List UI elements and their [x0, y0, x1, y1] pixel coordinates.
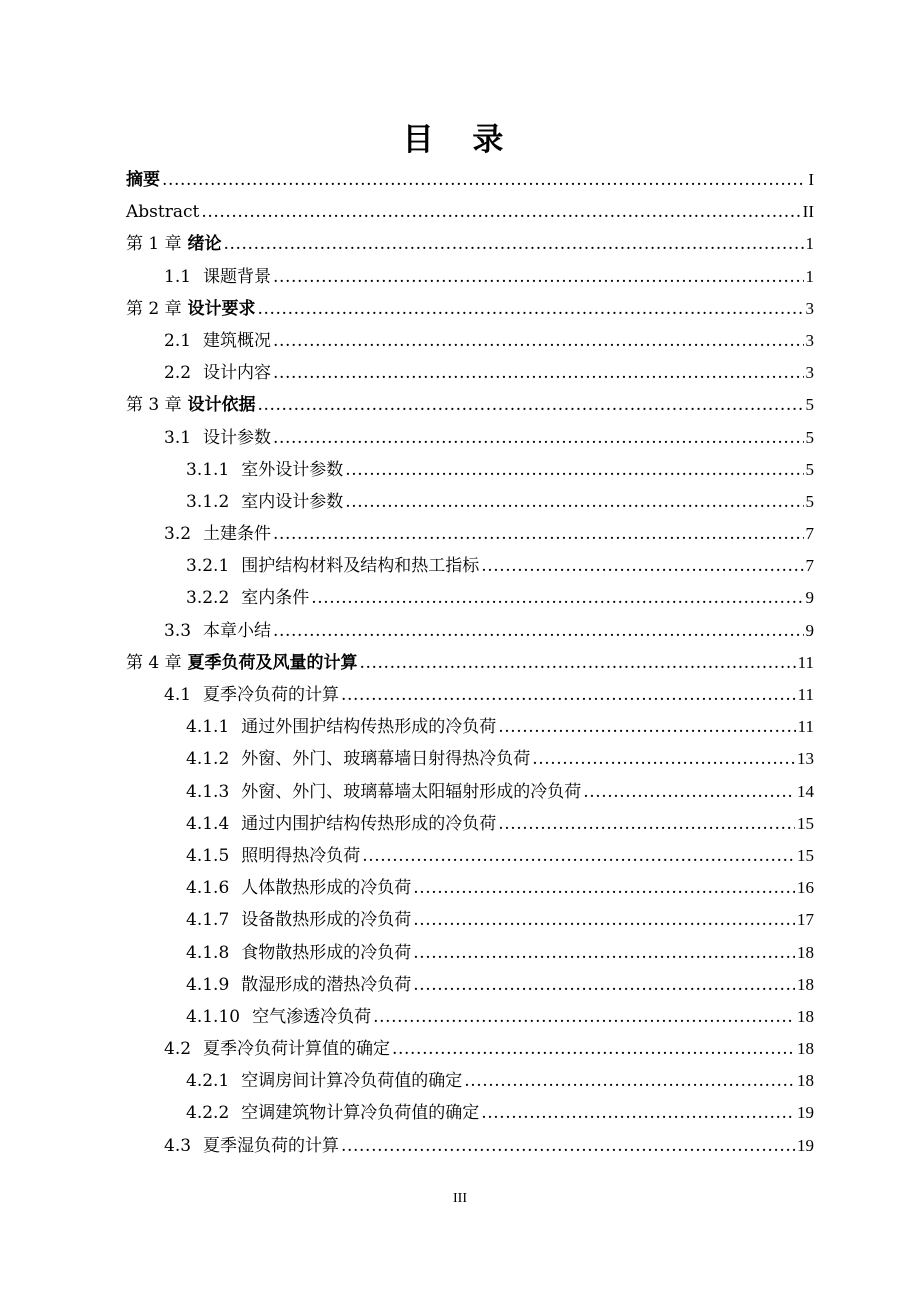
toc-entry[interactable] — [126, 711, 814, 743]
toc-entry-label — [186, 1001, 371, 1033]
toc-entry-number: 3.2 — [164, 524, 192, 545]
toc-entry-page: 3 — [805, 363, 814, 383]
toc-entry[interactable] — [126, 1097, 814, 1129]
toc-entry-page: 11 — [797, 685, 814, 704]
toc-entry-page: 5 — [805, 491, 814, 511]
toc-entry[interactable] — [126, 454, 814, 486]
dot-leader — [532, 743, 795, 775]
toc-entry-page: 19 — [797, 1135, 814, 1155]
toc-entry-label — [164, 325, 271, 357]
dot-leader — [273, 357, 803, 389]
toc-entry-label — [186, 840, 360, 872]
toc-entry-title: 人体散热形成的冷负荷 — [241, 878, 412, 899]
dot-leader — [345, 454, 803, 486]
toc-entry-label — [126, 293, 256, 325]
toc-entry-label — [186, 808, 496, 840]
toc-entry-title: 通过外围护结构传热形成的冷负荷 — [241, 717, 497, 738]
toc-entry[interactable] — [126, 872, 814, 904]
toc-entry-page: 5 — [805, 395, 814, 415]
toc-entry-title: 设计参数 — [203, 427, 272, 448]
toc-entry-label — [186, 743, 530, 775]
toc-entry[interactable] — [126, 743, 814, 775]
toc-entry-label — [186, 776, 581, 808]
dot-leader — [345, 486, 803, 518]
toc-entry-number: 第 1 章 — [126, 234, 182, 255]
toc-entry-label — [126, 164, 160, 196]
toc-entry-page: 15 — [797, 813, 814, 833]
toc-entry-title: 空调建筑物计算冷负荷值的确定 — [241, 1103, 480, 1124]
toc-entry-label — [186, 1065, 462, 1097]
toc-entry-title: 照明得热冷负荷 — [241, 845, 361, 866]
toc-entry-label — [164, 422, 271, 454]
toc-entry-title: 散湿形成的潜热冷负荷 — [241, 974, 412, 995]
toc-entry-label — [186, 937, 411, 969]
toc-entry-label — [186, 969, 411, 1001]
toc-entry-page: 5 — [805, 427, 814, 447]
dot-leader — [273, 325, 803, 357]
dot-leader — [413, 969, 795, 1001]
toc-entry-title: 设计要求 — [187, 298, 256, 319]
toc-entry-label — [164, 357, 271, 389]
toc-entry-title: 通过内围护结构传热形成的冷负荷 — [241, 813, 497, 834]
dot-leader — [162, 164, 806, 196]
toc-entry-number: 4.1.9 — [186, 974, 230, 995]
toc-entry-number: 4.2.2 — [186, 1103, 230, 1124]
toc-entry-label — [126, 647, 358, 679]
toc-entry-title: 摘要 — [126, 170, 160, 190]
toc-entry-page: 16 — [797, 878, 814, 898]
toc-entry-label — [164, 679, 339, 711]
toc-entry-title: Abstract — [126, 202, 200, 223]
dot-leader — [481, 550, 803, 582]
toc-entry-title: 室内设计参数 — [241, 491, 344, 512]
toc-entry-title: 空气渗透冷负荷 — [252, 1006, 372, 1027]
dot-leader — [498, 808, 795, 840]
toc-entry-page: I — [808, 170, 814, 189]
toc-entry-title: 室外设计参数 — [241, 459, 344, 480]
toc-entry[interactable] — [126, 293, 814, 325]
toc-entry[interactable] — [126, 937, 814, 969]
toc-entry-title: 夏季湿负荷的计算 — [203, 1135, 340, 1156]
dot-leader — [362, 840, 795, 872]
dot-leader — [311, 582, 803, 614]
dot-leader — [360, 647, 796, 679]
dot-leader — [373, 1001, 795, 1033]
toc-entry-label — [186, 582, 309, 614]
page-number-footer: III — [453, 1191, 467, 1206]
toc-entry[interactable] — [126, 228, 814, 260]
toc-entry[interactable] — [126, 1130, 814, 1162]
toc-entry[interactable] — [126, 357, 814, 389]
toc-entry-page: 3 — [805, 330, 814, 350]
toc-entry-number: 4.1.5 — [186, 845, 230, 866]
toc-entry-label — [164, 518, 271, 550]
toc-entry-label — [186, 711, 496, 743]
dot-leader — [273, 615, 803, 647]
toc-entry-page: 1 — [805, 266, 814, 286]
toc-entry-title: 建筑概况 — [203, 330, 272, 351]
dot-leader — [273, 261, 803, 293]
toc-entry-page: 13 — [797, 749, 814, 769]
toc-entry-page: 11 — [797, 652, 814, 672]
toc-entry-label — [164, 1033, 390, 1065]
toc-entry-page: 11 — [797, 717, 814, 737]
toc-entry-number: 4.2 — [164, 1039, 192, 1060]
toc-entry[interactable] — [126, 261, 814, 293]
toc-entry[interactable] — [126, 550, 814, 582]
dot-leader — [464, 1065, 795, 1097]
dot-leader — [201, 196, 800, 228]
table-of-contents — [126, 164, 814, 1162]
dot-leader — [341, 1130, 795, 1162]
dot-leader — [413, 937, 795, 969]
toc-entry-number: 1.1 — [164, 266, 192, 287]
toc-entry-number: 4.1.2 — [186, 749, 230, 770]
toc-entry-number: 4.1.10 — [186, 1006, 241, 1027]
toc-entry-label — [126, 228, 222, 260]
toc-entry-number: 4.1.6 — [186, 878, 230, 899]
toc-entry-title: 本章小结 — [203, 620, 272, 641]
toc-entry-page: 18 — [797, 974, 814, 994]
toc-entry-number: 4.1 — [164, 685, 192, 705]
toc-entry-page: 5 — [805, 459, 814, 479]
toc-entry-label — [186, 872, 411, 904]
toc-entry-number: 3.1.1 — [186, 459, 230, 480]
toc-entry-label — [186, 550, 479, 582]
toc-entry-label — [164, 615, 271, 647]
toc-entry-page: 18 — [797, 1071, 814, 1091]
toc-entry[interactable] — [126, 679, 814, 711]
toc-entry-page: 7 — [805, 524, 814, 544]
toc-entry-number: 第 2 章 — [126, 298, 182, 319]
toc-entry-page: 9 — [805, 620, 814, 640]
dot-leader — [413, 904, 795, 936]
toc-entry-title: 围护结构材料及结构和热工指标 — [241, 556, 480, 577]
toc-entry[interactable] — [126, 422, 814, 454]
toc-entry-page: 19 — [797, 1103, 814, 1123]
toc-entry[interactable] — [126, 325, 814, 357]
dot-leader — [273, 518, 803, 550]
dot-leader — [481, 1097, 795, 1129]
dot-leader — [341, 679, 796, 711]
dot-leader — [258, 293, 804, 325]
toc-entry-number: 3.2.1 — [186, 556, 230, 577]
toc-title: 目 录 — [402, 122, 518, 158]
toc-entry[interactable] — [126, 904, 814, 936]
toc-entry-title: 绪论 — [187, 234, 222, 255]
toc-entry-page: II — [802, 202, 814, 222]
toc-entry-number: 4.1.4 — [186, 813, 230, 834]
dot-leader — [413, 872, 795, 904]
toc-entry-label — [186, 454, 343, 486]
toc-entry[interactable] — [126, 1001, 814, 1033]
toc-entry-label — [186, 486, 343, 518]
toc-entry-label — [186, 1097, 479, 1129]
toc-entry[interactable] — [126, 776, 814, 808]
toc-entry[interactable] — [126, 518, 814, 550]
dot-leader — [224, 228, 804, 260]
toc-entry-label — [126, 389, 256, 421]
toc-entry-page: 18 — [797, 1039, 814, 1059]
toc-entry-number: 4.1.3 — [186, 781, 230, 802]
toc-entry-title: 室内条件 — [241, 588, 310, 609]
toc-entry-label — [164, 261, 271, 293]
toc-entry[interactable] — [126, 389, 814, 421]
toc-entry-number: 3.2.2 — [186, 588, 230, 609]
toc-entry[interactable] — [126, 840, 814, 872]
toc-entry[interactable] — [126, 164, 814, 196]
toc-entry[interactable] — [126, 615, 814, 647]
toc-entry[interactable] — [126, 1065, 814, 1097]
toc-entry-page: 7 — [805, 556, 814, 576]
toc-entry-title: 夏季冷负荷计算值的确定 — [203, 1039, 391, 1060]
toc-entry-label — [164, 1130, 339, 1162]
dot-leader — [583, 776, 795, 808]
toc-entry-title: 设计内容 — [203, 363, 272, 384]
toc-entry-title: 设备散热形成的冷负荷 — [241, 910, 412, 931]
toc-entry[interactable] — [126, 647, 814, 679]
toc-entry[interactable] — [126, 486, 814, 518]
toc-entry[interactable] — [126, 196, 814, 228]
toc-entry[interactable] — [126, 1033, 814, 1065]
toc-entry-page: 3 — [805, 298, 814, 318]
toc-entry-number: 2.1 — [164, 330, 192, 351]
toc-entry[interactable] — [126, 582, 814, 614]
toc-entry-title: 夏季负荷及风量的计算 — [187, 652, 358, 673]
toc-entry-number: 4.1.1 — [186, 717, 230, 738]
toc-entry-page: 17 — [797, 910, 814, 930]
toc-entry-title: 设计依据 — [187, 395, 256, 416]
dot-leader — [498, 711, 795, 743]
dot-leader — [258, 389, 804, 421]
toc-entry-number: 第 4 章 — [126, 652, 182, 673]
toc-entry-title: 课题背景 — [203, 266, 272, 287]
toc-entry-label — [186, 904, 411, 936]
toc-entry-title: 外窗、外门、玻璃幕墙日射得热冷负荷 — [241, 749, 531, 770]
toc-entry-number: 4.2.1 — [186, 1071, 230, 1092]
toc-entry-number: 2.2 — [164, 363, 192, 384]
toc-entry-title: 食物散热形成的冷负荷 — [241, 942, 412, 963]
dot-leader — [273, 422, 803, 454]
toc-entry-title: 空调房间计算冷负荷值的确定 — [241, 1071, 463, 1092]
toc-entry-number: 4.1.8 — [186, 942, 230, 963]
toc-entry-page: 9 — [805, 588, 814, 608]
toc-entry-number: 4.3 — [164, 1135, 192, 1156]
toc-entry-title: 土建条件 — [203, 524, 272, 545]
toc-entry-page: 18 — [797, 942, 814, 962]
toc-entry-number: 第 3 章 — [126, 395, 182, 416]
toc-entry-title: 夏季冷负荷的计算 — [203, 685, 340, 705]
toc-entry-page: 1 — [805, 234, 814, 254]
toc-entry-title: 外窗、外门、玻璃幕墙太阳辐射形成的冷负荷 — [241, 781, 582, 802]
toc-entry-page: 18 — [797, 1006, 814, 1026]
toc-entry-number: 3.1 — [164, 427, 192, 448]
toc-entry-number: 3.3 — [164, 620, 192, 641]
toc-entry-page: 15 — [797, 845, 814, 865]
toc-entry-label — [126, 196, 199, 228]
toc-entry[interactable] — [126, 969, 814, 1001]
dot-leader — [392, 1033, 795, 1065]
toc-entry-number: 3.1.2 — [186, 491, 230, 512]
toc-entry[interactable] — [126, 808, 814, 840]
toc-entry-number: 4.1.7 — [186, 910, 230, 931]
toc-entry-page: 14 — [797, 781, 814, 801]
